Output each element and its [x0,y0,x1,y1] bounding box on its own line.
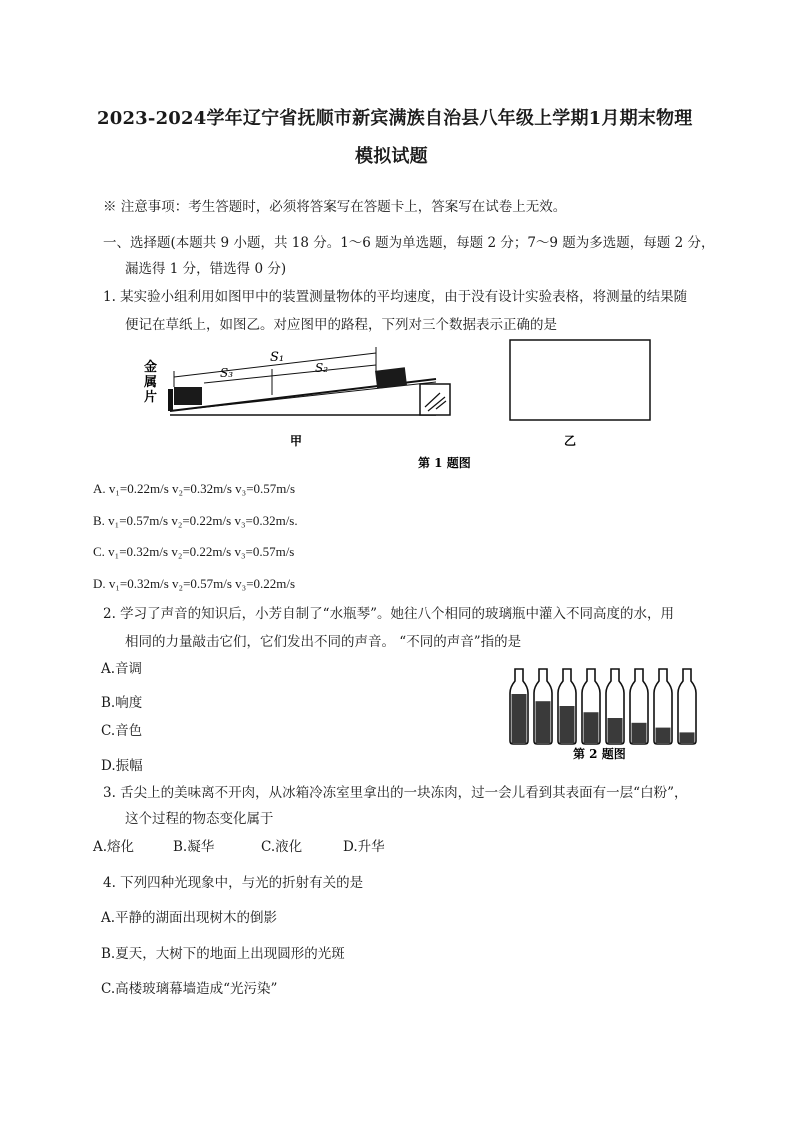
figure1-caption: 第 1 题图 [418,456,471,470]
label-yi: 乙 [564,434,577,448]
section1-line-2: 漏选得 1 分，错选得 0 分) [125,261,287,277]
s3-label: S₃ [220,366,234,380]
q2-stem-line-2: 相同的力量敲击它们，它们发出不同的声音。 “不同的声音”指的是 [125,634,522,650]
cart-bottom [174,387,202,405]
q1-option-b: B. v₁=0.57m/s v₂=0.22m/s v₃=0.32m/s. [93,513,298,528]
metal-label-1: 金 [144,360,158,375]
q4-stem: 4. 下列四种光现象中，与光的折射有关的是 [103,875,364,891]
paper-yi [510,340,650,420]
title-line-1: 2023-2024学年辽宁省抚顺市新宾满族自治县八年级上学期1月期末物理 [97,108,693,129]
bottle-water-6 [632,723,647,743]
bottle-water-5 [608,718,623,743]
q3-option-c: C.液化 [261,839,303,855]
q2-option-c: C.音色 [101,723,143,739]
metal-plate [168,389,173,411]
bottle-water-8 [680,732,695,743]
q2-stem-line-1: 2. 学习了声音的知识后，小芳自制了“水瓶琴”。她往八个相同的玻璃瓶中灌入不同高度的水，用 [103,606,674,622]
q2-option-d: D.振幅 [101,758,143,774]
title-line-2: 模拟试题 [355,146,428,167]
q3-option-b: B.凝华 [173,839,215,855]
bottle-water-3 [560,706,575,743]
q3-option-d: D.升华 [343,839,385,855]
q3-stem-line-2: 这个过程的物态变化属于 [125,811,274,827]
q4-option-c: C.高楼玻璃幕墙造成“光污染” [101,981,278,997]
q4-option-a: A.平静的湖面出现树木的倒影 [101,910,278,926]
s2-label: S₂ [315,361,329,375]
q2-option-a: A.音调 [101,661,143,677]
section1-line-1: 一、选择题(本题共 9 小题，共 18 分。1～6 题为单选题，每题 2 分；7～9 题为多选题，每题 2 分， [103,235,715,251]
metal-label-2: 属 [144,375,158,390]
q2-figure [505,665,705,765]
notice: ※ 注意事项：考生答题时，必须将答案写在答题卡上，答案写在试卷上无效。 [103,199,567,215]
q1-stem-line-1: 1. 某实验小组利用如图甲中的装置测量物体的平均速度，由于没有设计实验表格，将测量的结果随 [103,289,688,305]
bottle-water-7 [656,728,671,743]
support-block [420,384,450,415]
q3-stem-line-1: 3. 舌尖上的美味离不开肉，从冰箱冷冻室里拿出的一块冻肉，过一会儿看到其表面有一层“白粉”， [103,785,688,801]
cart-top [375,367,407,388]
q1-option-a: A. v₁=0.22m/s v₂=0.32m/s v₃=0.57m/s [93,481,296,496]
figure2-caption: 第 2 题图 [573,747,626,761]
metal-label-3: 片 [144,390,158,405]
q4-option-b: B.夏天，大树下的地面上出现圆形的光斑 [101,946,345,962]
q1-option-d: D. v₁=0.32m/s v₂=0.57m/s v₃=0.22m/s [93,576,296,591]
q1-figure [140,335,680,470]
label-jia: 甲 [290,434,303,448]
q1-option-c: C. v₁=0.32m/s v₂=0.22m/s v₃=0.57m/s [93,544,295,559]
bottle-water-1 [512,694,527,743]
bottle-water-2 [536,701,551,743]
s1-label: S₁ [270,350,285,365]
q3-option-a: A.熔化 [93,839,135,855]
bottle-water-4 [584,712,599,743]
q2-option-b: B.响度 [101,695,143,711]
q1-stem-line-2: 便记在草纸上，如图乙。对应图甲的路程，下列对三个数据表示正确的是 [125,317,557,333]
